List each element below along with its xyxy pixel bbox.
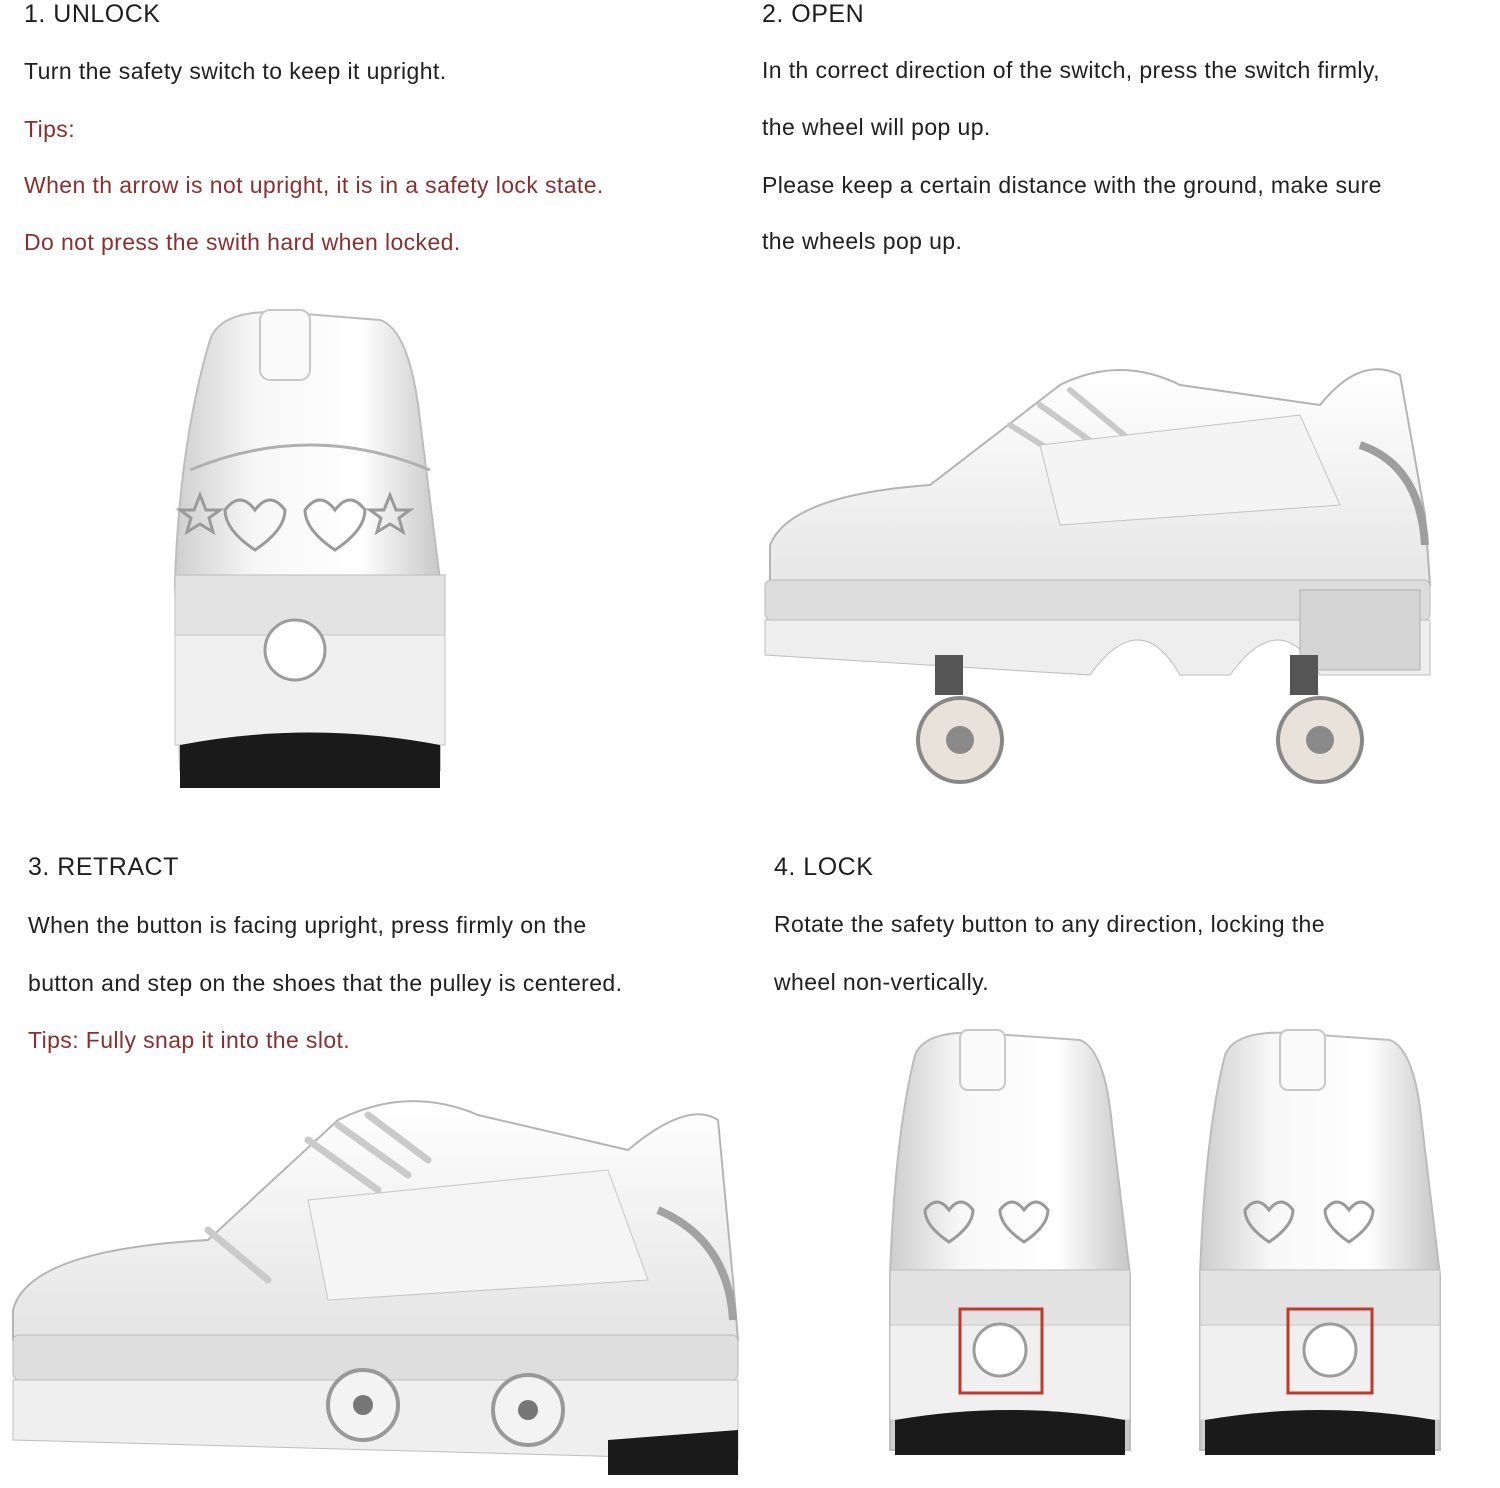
shoes-rear-view-locked-image <box>880 1025 1450 1480</box>
shoe-side-view-retracted-image <box>8 1080 748 1480</box>
step-3-tip-1: Tips: Fully snap it into the slot. <box>28 1027 351 1053</box>
step-2-line-2: the wheel will pop up. <box>762 114 991 140</box>
shoe-rear-view-image <box>160 300 460 800</box>
step-3-line-1: When the button is facing upright, press firmly on the <box>28 912 587 938</box>
step-1-heading: 1. UNLOCK <box>24 0 161 28</box>
step-1-tip-label: Tips: <box>24 116 75 142</box>
step-2-line-3: Please keep a certain distance with the ground, make sure <box>762 172 1382 198</box>
step-4-line-2: wheel non-vertically. <box>774 969 990 995</box>
step-2-heading: 2. OPEN <box>762 0 865 28</box>
step-3-heading: 3. RETRACT <box>28 853 179 881</box>
step-2-line-4: the wheels pop up. <box>762 228 963 254</box>
right-shoe-rear <box>1200 1030 1440 1455</box>
step-4-line-1: Rotate the safety button to any direction, locking the <box>774 911 1325 937</box>
step-1-line-1: Turn the safety switch to keep it upright. <box>24 58 447 84</box>
step-2-line-1: In th correct direction of the switch, press the switch firmly, <box>762 57 1380 83</box>
left-shoe-rear <box>890 1030 1130 1455</box>
step-1-tip-2: Do not press the swith hard when locked. <box>24 229 461 255</box>
step-3-line-2: button and step on the shoes that the pulley is centered. <box>28 970 623 996</box>
step-1-tip-1: When th arrow is not upright, it is in a safety lock state. <box>24 172 604 198</box>
step-4-heading: 4. LOCK <box>774 853 874 881</box>
shoe-side-view-wheels-out-image <box>760 345 1450 785</box>
